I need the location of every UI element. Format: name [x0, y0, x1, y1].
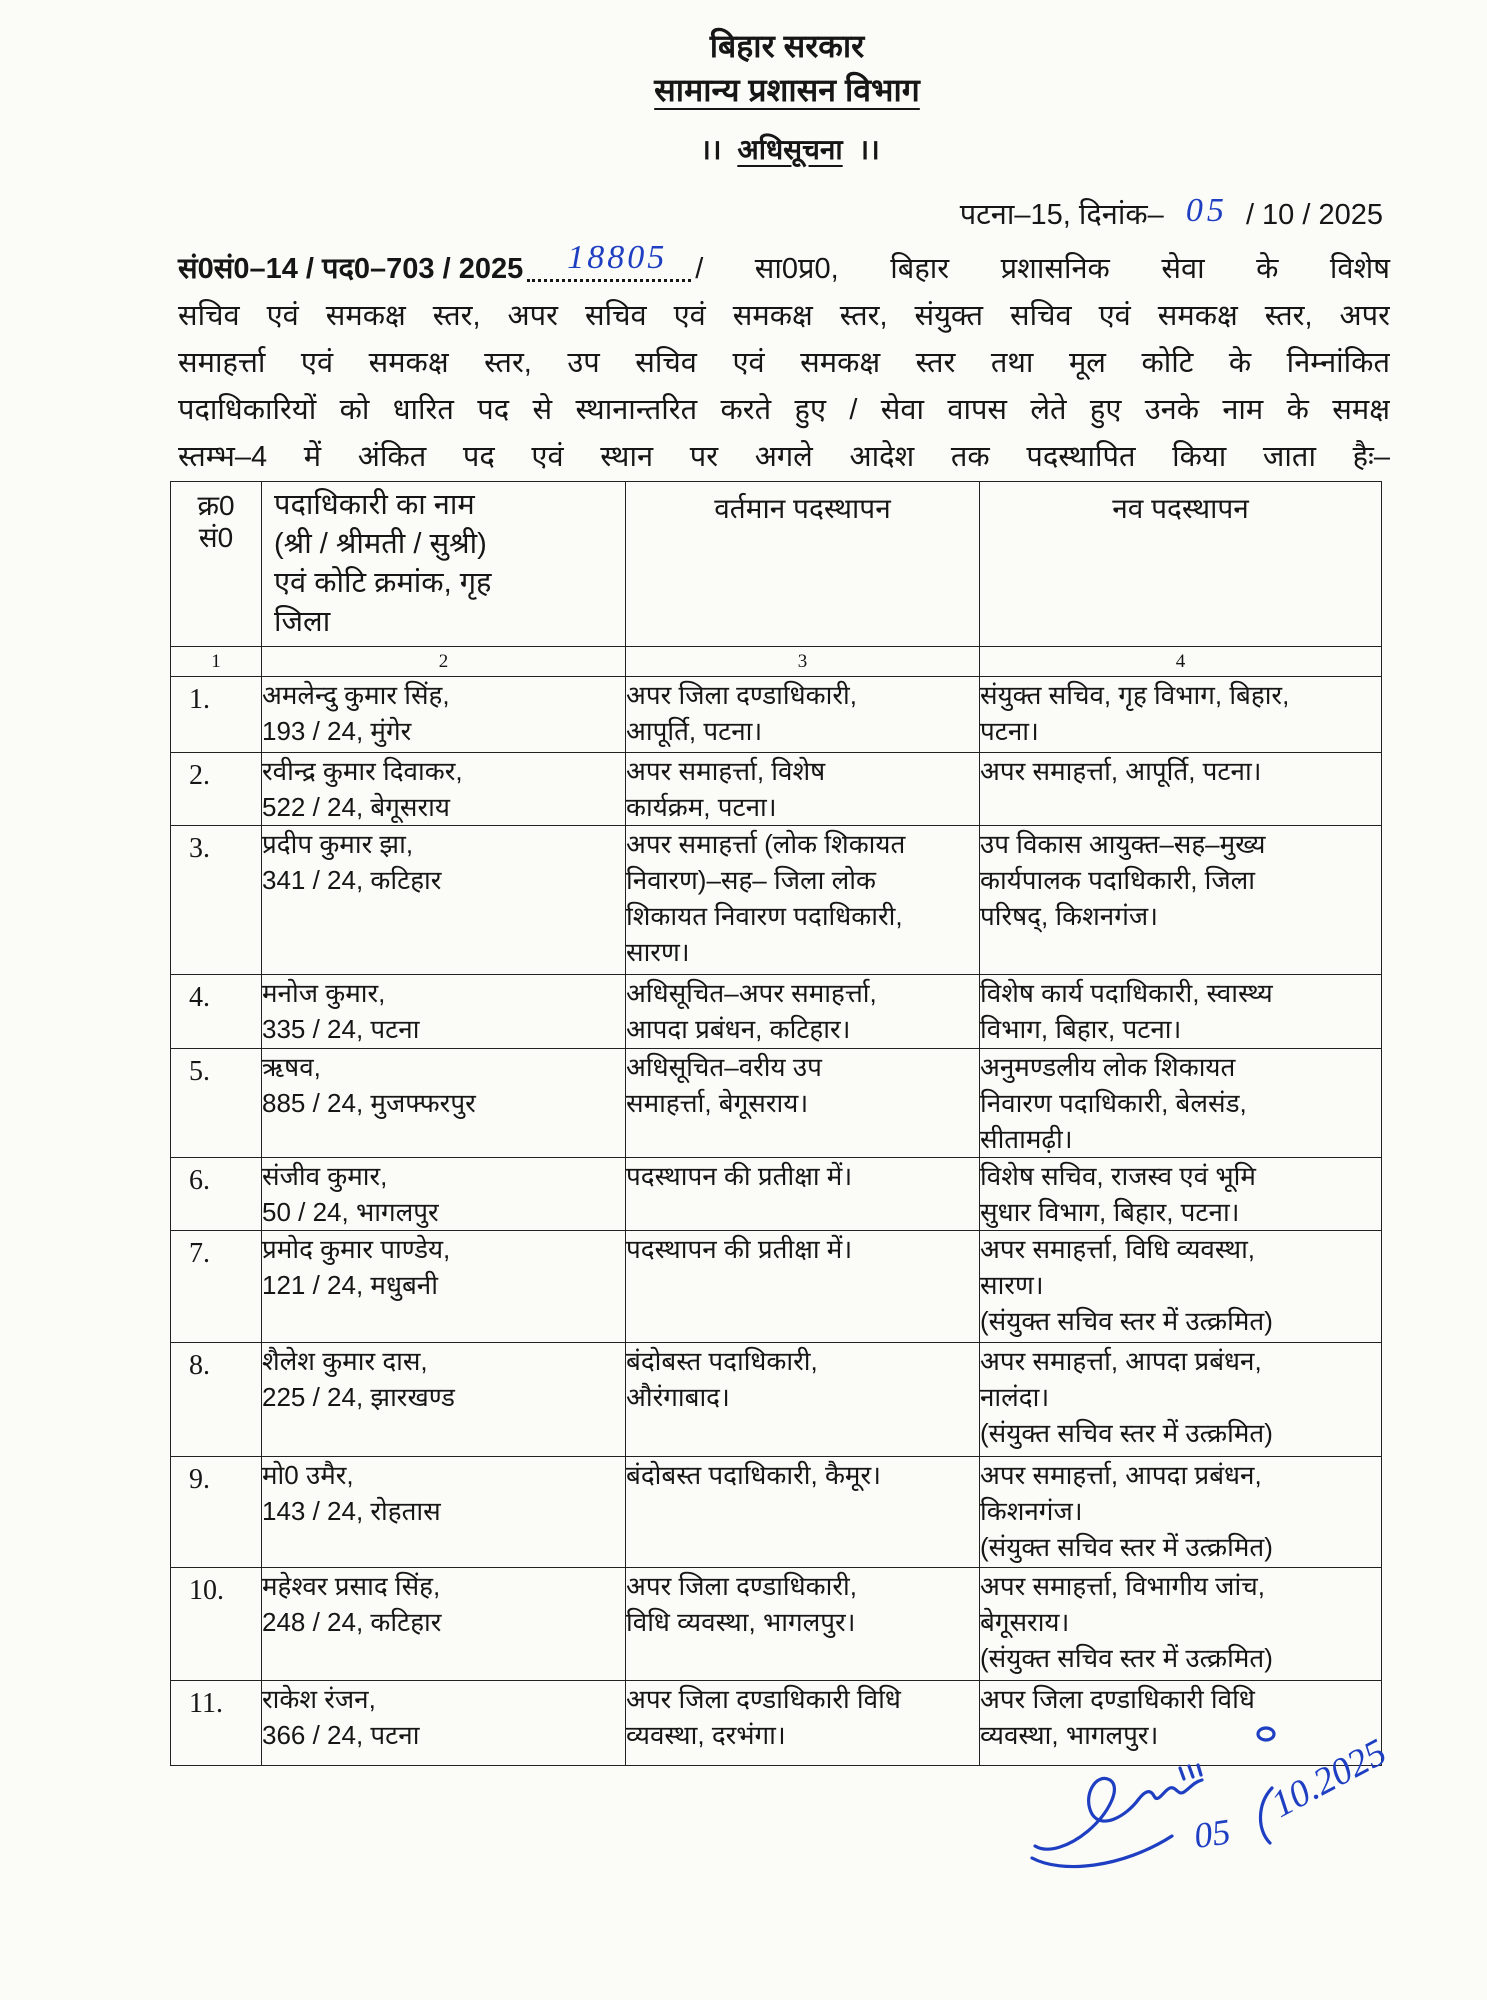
- serial-cell: 6.: [171, 1158, 262, 1231]
- signature-stroke: [1180, 1765, 1201, 1779]
- serial-cell: 8.: [171, 1343, 262, 1457]
- officer-cell: [262, 753, 626, 826]
- header-current-posting: वर्तमान पदस्थापन: [626, 482, 980, 647]
- signature-stroke: [1138, 1780, 1202, 1800]
- serial-cell: 7.: [171, 1231, 262, 1343]
- signature-date-day: 05: [1191, 1811, 1233, 1856]
- signature-mark: [1258, 1728, 1274, 1740]
- notice-mark-left: ।।: [700, 134, 722, 165]
- new-posting-line: (संयुक्त सचिव स्तर में उत्क्रमित): [980, 1418, 1273, 1448]
- current-posting-line: अपर समाहर्त्ता, विशेष: [626, 756, 826, 786]
- header-officer-line: जिला: [274, 606, 331, 638]
- header-officer-line: पदाधिकारी का नाम: [274, 489, 475, 521]
- column-number: 3: [626, 647, 980, 677]
- serial-cell: 9.: [171, 1457, 262, 1568]
- officer-line: 121 / 24, मधुबनी: [262, 1270, 438, 1300]
- current-posting-line: अपर जिला दण्डाधिकारी विधि: [626, 1684, 901, 1714]
- current-posting-line: अपर जिला दण्डाधिकारी,: [626, 680, 857, 710]
- officer-line: 335 / 24, पटना: [262, 1014, 420, 1044]
- new-posting-cell: [980, 1568, 1382, 1681]
- dateline-label: पटना–15, दिनांक–: [959, 199, 1164, 231]
- new-posting-line: अपर समाहर्त्ता, आपूर्ति, पटना।: [980, 756, 1262, 786]
- officer-line: संजीव कुमार,: [262, 1161, 388, 1191]
- new-posting-line: किशनगंज।: [980, 1496, 1083, 1526]
- serial-cell: 3.: [171, 826, 262, 975]
- column-number: 2: [262, 647, 626, 677]
- table-row: [171, 975, 1382, 1049]
- notice-mark-right: ।।: [858, 134, 880, 165]
- current-posting-line: कार्यक्रम, पटना।: [626, 792, 777, 822]
- officer-cell: [262, 1158, 626, 1231]
- officer-line: ऋषव,: [262, 1052, 321, 1082]
- new-posting-line: बेगूसराय।: [980, 1607, 1070, 1637]
- current-posting-cell: [626, 1568, 980, 1681]
- handwritten-signature: [1030, 1696, 1450, 1886]
- serial-cell: 5.: [171, 1049, 262, 1158]
- column-number: 1: [171, 647, 262, 677]
- officer-line: रवीन्द्र कुमार दिवाकर,: [262, 756, 463, 786]
- current-posting-cell: [626, 975, 980, 1049]
- memo-number-blank: [523, 239, 695, 293]
- current-posting-cell: [626, 1681, 980, 1766]
- current-posting-cell: [626, 1343, 980, 1457]
- current-posting-line: विधि व्यवस्था, भागलपुर।: [626, 1607, 856, 1637]
- paragraph-line: सचिव एवं समकक्ष स्तर, अपर सचिव एवं समकक्ष स्तर, संयुक्त सचिव एवं समकक्ष स्तर, अपर: [178, 300, 1390, 332]
- new-posting-line: अपर जिला दण्डाधिकारी विधि: [980, 1684, 1255, 1714]
- paragraph-line-text: / सा0प्र0, बिहार प्रशासनिक सेवा के विशेष: [695, 253, 1390, 285]
- table-row: [171, 1049, 1382, 1158]
- new-posting-line: अपर समाहर्त्ता, आपदा प्रबंधन,: [980, 1460, 1262, 1490]
- new-posting-line: अपर समाहर्त्ता, आपदा प्रबंधन,: [980, 1346, 1262, 1376]
- current-posting-line: पदस्थापन की प्रतीक्षा में।: [626, 1161, 853, 1191]
- new-posting-cell: [980, 753, 1382, 826]
- table-head: [171, 482, 1382, 677]
- new-posting-line: (संयुक्त सचिव स्तर में उत्क्रमित): [980, 1306, 1273, 1336]
- current-posting-line: समाहर्त्ता, बेगूसराय।: [626, 1088, 809, 1118]
- officer-cell: [262, 826, 626, 975]
- table-row: [171, 677, 1382, 753]
- officer-cell: [262, 1568, 626, 1681]
- header-officer-line: एवं कोटि क्रमांक, गृह: [274, 567, 492, 599]
- paragraph-line: स्तम्भ–4 में अंकित पद एवं स्थान पर अगले आदेश तक पदस्थापित किया जाता हैः–: [178, 441, 1390, 473]
- officer-line: 341 / 24, कटिहार: [262, 865, 442, 895]
- current-posting-line: अपर जिला दण्डाधिकारी,: [626, 1571, 857, 1601]
- table-row: [171, 1568, 1382, 1681]
- department-title: सामान्य प्रशासन विभाग: [654, 72, 920, 108]
- officer-cell: [262, 975, 626, 1049]
- serial-cell: 1.: [171, 677, 262, 753]
- current-posting-line: पदस्थापन की प्रतीक्षा में।: [626, 1234, 853, 1264]
- current-posting-cell: [626, 1049, 980, 1158]
- current-posting-line: सारण।: [626, 937, 690, 967]
- paragraph-line: समाहर्त्ता एवं समकक्ष स्तर, उप सचिव एवं समकक्ष स्तर तथा मूल कोटि के निम्नांकित: [178, 347, 1390, 379]
- new-posting-line: विशेष सचिव, राजस्व एवं भूमि: [980, 1161, 1256, 1191]
- current-posting-line: अधिसूचित–अपर समाहर्त्ता,: [626, 978, 877, 1008]
- current-posting-line: शिकायत निवारण पदाधिकारी,: [626, 901, 903, 931]
- officer-line: मो0 उमैर,: [262, 1460, 354, 1490]
- current-posting-cell: [626, 1457, 980, 1568]
- current-posting-line: बंदोबस्त पदाधिकारी,: [626, 1346, 818, 1376]
- new-posting-cell: [980, 1158, 1382, 1231]
- new-posting-line: अपर समाहर्त्ता, विभागीय जांच,: [980, 1571, 1265, 1601]
- current-posting-line: निवारण)–सह– जिला लोक: [626, 865, 876, 895]
- handwritten-day: 05: [1185, 192, 1228, 229]
- officer-cell: [262, 1231, 626, 1343]
- new-posting-line: (संयुक्त सचिव स्तर में उत्क्रमित): [980, 1532, 1273, 1562]
- new-posting-cell: [980, 826, 1382, 975]
- serial-cell: 10.: [171, 1568, 262, 1681]
- table-row: [171, 1158, 1382, 1231]
- new-posting-line: (संयुक्त सचिव स्तर में उत्क्रमित): [980, 1643, 1273, 1673]
- new-posting-line: पटना।: [980, 716, 1039, 746]
- paragraph-line: [178, 239, 1390, 293]
- new-posting-cell: [980, 677, 1382, 753]
- new-posting-cell: [980, 1343, 1382, 1457]
- new-posting-line: सारण।: [980, 1270, 1044, 1300]
- officer-cell: [262, 1049, 626, 1158]
- officer-line: 366 / 24, पटना: [262, 1720, 420, 1750]
- new-posting-line: कार्यपालक पदाधिकारी, जिला: [980, 865, 1256, 895]
- officer-line: 885 / 24, मुजफ्फरपुर: [262, 1088, 476, 1118]
- officer-cell: [262, 1681, 626, 1766]
- current-posting-cell: [626, 753, 980, 826]
- new-posting-cell: [980, 975, 1382, 1049]
- table-row: [171, 753, 1382, 826]
- dateline-month-year: / 10 / 2025: [1245, 199, 1383, 231]
- current-posting-line: व्यवस्था, दरभंगा।: [626, 1720, 786, 1750]
- notice-title: अधिसूचना: [737, 134, 843, 165]
- officer-line: 248 / 24, कटिहार: [262, 1607, 442, 1637]
- table-row: [171, 1457, 1382, 1568]
- officer-cell: [262, 1457, 626, 1568]
- table-row: [171, 826, 1382, 975]
- current-posting-cell: [626, 1158, 980, 1231]
- serial-cell: 4.: [171, 975, 262, 1049]
- current-posting-line: औरंगाबाद।: [626, 1382, 730, 1412]
- signature-stroke: [1032, 1836, 1172, 1867]
- signature-date-month-year: 10.2025: [1264, 1730, 1394, 1826]
- officer-line: 193 / 24, मुंगेर: [262, 716, 412, 746]
- header-officer-line: (श्री / श्रीमती / सुश्री): [274, 528, 487, 560]
- current-posting-line: अधिसूचित–वरीय उप: [626, 1052, 822, 1082]
- serial-cell: 2.: [171, 753, 262, 826]
- header-serial-line: सं0: [198, 522, 234, 553]
- table-row: [171, 1231, 1382, 1343]
- order-paragraph: [178, 239, 1390, 481]
- officer-cell: [262, 677, 626, 753]
- current-posting-cell: [626, 826, 980, 975]
- memo-reference: सं0सं0–14 / पद0–703 / 2025: [178, 253, 524, 285]
- new-posting-line: अपर समाहर्त्ता, विधि व्यवस्था,: [980, 1234, 1256, 1264]
- officer-line: 225 / 24, झारखण्ड: [262, 1382, 455, 1412]
- table-row: [171, 1343, 1382, 1457]
- officer-line: प्रमोद कुमार पाण्डेय,: [262, 1234, 451, 1264]
- new-posting-cell: [980, 1049, 1382, 1158]
- officer-line: शैलेश कुमार दास,: [262, 1346, 428, 1376]
- paragraph-line: पदाधिकारियों को धारित पद से स्थानान्तरित करते हुए / सेवा वापस लेते हुए उनके नाम के समक्ष: [178, 394, 1390, 426]
- new-posting-line: सुधार विभाग, बिहार, पटना।: [980, 1197, 1240, 1227]
- column-number: 4: [980, 647, 1382, 677]
- new-posting-line: व्यवस्था, भागलपुर।: [980, 1720, 1159, 1750]
- header-serial: [171, 482, 262, 647]
- current-posting-line: आपदा प्रबंधन, कटिहार।: [626, 1014, 851, 1044]
- officer-line: राकेश रंजन,: [262, 1684, 376, 1714]
- new-posting-line: निवारण पदाधिकारी, बेलसंड,: [980, 1088, 1247, 1118]
- new-posting-cell: [980, 1231, 1382, 1343]
- current-posting-line: अपर समाहर्त्ता (लोक शिकायत: [626, 829, 906, 859]
- new-posting-line: अनुमण्डलीय लोक शिकायत: [980, 1052, 1236, 1082]
- serial-cell: 11.: [171, 1681, 262, 1766]
- posting-table: [170, 481, 1382, 1766]
- new-posting-line: विशेष कार्य पदाधिकारी, स्वास्थ्य: [980, 978, 1273, 1008]
- table-body: [171, 677, 1382, 1766]
- officer-line: 50 / 24, भागलपुर: [262, 1197, 439, 1227]
- new-posting-line: विभाग, बिहार, पटना।: [980, 1014, 1182, 1044]
- new-posting-line: सीतामढ़ी।: [980, 1124, 1073, 1154]
- current-posting-line: आपूर्ति, पटना।: [626, 716, 763, 746]
- new-posting-line: संयुक्त सचिव, गृह विभाग, बिहार,: [980, 680, 1290, 710]
- current-posting-cell: [626, 1231, 980, 1343]
- officer-line: 522 / 24, बेगूसराय: [262, 792, 450, 822]
- dateline: [960, 194, 1383, 235]
- notice-heading: [590, 132, 990, 168]
- handwritten-memo-number: 18805: [567, 239, 668, 276]
- officer-line: महेश्वर प्रसाद सिंह,: [262, 1571, 441, 1601]
- header-new-posting: नव पदस्थापन: [980, 482, 1382, 647]
- officer-line: अमलेन्दु कुमार सिंह,: [262, 680, 450, 710]
- new-posting-cell: [980, 1457, 1382, 1568]
- officer-cell: [262, 1343, 626, 1457]
- officer-line: प्रदीप कुमार झा,: [262, 829, 414, 859]
- officer-line: मनोज कुमार,: [262, 978, 386, 1008]
- column-number-row: [171, 647, 1382, 677]
- new-posting-line: नालंदा।: [980, 1382, 1050, 1412]
- header-serial-line: क्र0: [197, 490, 235, 521]
- new-posting-line: परिषद्, किशनगंज।: [980, 901, 1159, 931]
- government-title: बिहार सरकार: [709, 28, 865, 64]
- signature-stroke: [1035, 1778, 1138, 1849]
- new-posting-line: उप विकास आयुक्त–सह–मुख्य: [980, 829, 1266, 859]
- current-posting-line: बंदोबस्त पदाधिकारी, कैमूर।: [626, 1460, 881, 1490]
- officer-line: 143 / 24, रोहतास: [262, 1496, 441, 1526]
- header-officer: [262, 482, 626, 647]
- current-posting-cell: [626, 677, 980, 753]
- header-row: [171, 482, 1382, 647]
